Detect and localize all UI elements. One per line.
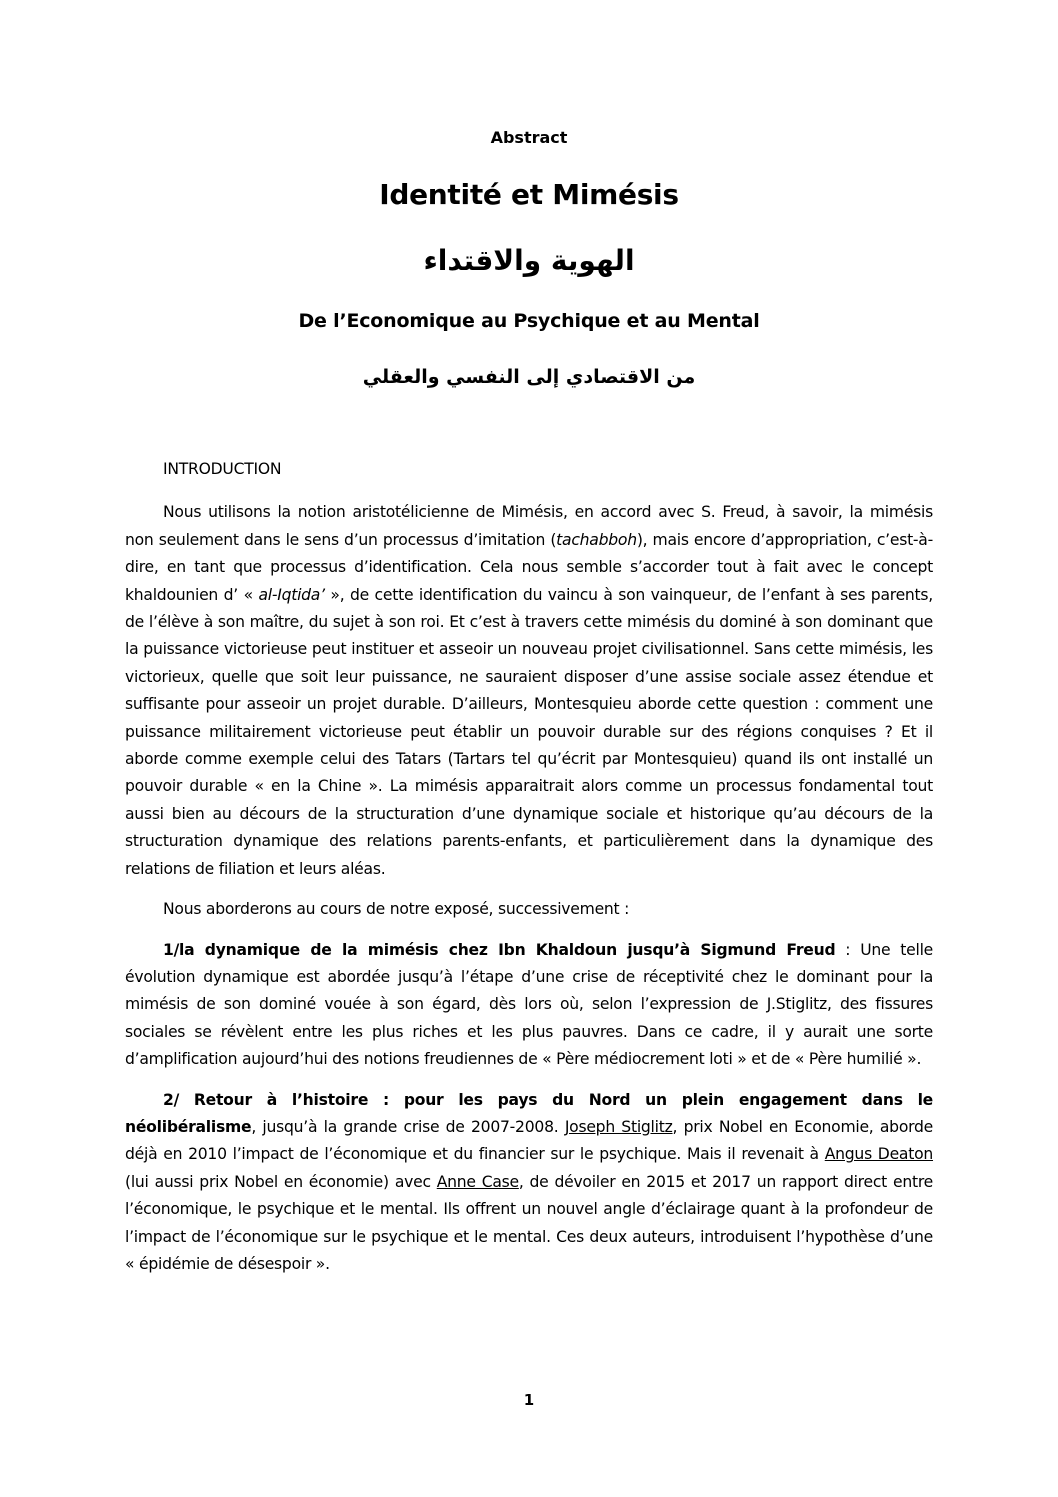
text-run: ), mais encore d’appropriation, c’est-à-dire, en tant que processus d’identification. Cela nous semble s’accorder tout à fait avec le concept khaldounien d’ « (125, 530, 933, 604)
page-title: Identité et Mimésis (379, 178, 679, 211)
text-run: Nous utilisons la notion aristotélicienne de Mimésis, en accord avec S. Freud, à savoir, la mimésis non seulement dans le sens d’un processus d’imitation ( (125, 503, 933, 549)
subtitle: De l’Economique au Psychique et au Mental (298, 310, 760, 332)
paragraph-point-1 (125, 937, 933, 1074)
text-run: », de cette identification du vaincu à son vainqueur, de l’enfant à ses parents, de l’élève à son maître, du sujet à son roi. Et c’est à travers cette mimésis du dominé à son dominant que la puissance victorieuse peut instituer et asseoir un nouveau projet civilisationnel. Sans cette mimésis, les victorieux, quelle que soit leur puissance, ne sauraient disposer d’une assise sociale assez étendue et suffisante pour asseoir un projet durable. D’ailleurs, Montesquieu aborde cette question : comment une puissance militairement victorieuse peut établir un pouvoir durable sur des régions conquises ? Et il aborde comme exemple celui des Tatars (Tartars tel qu’écrit par Montesquieu) quand ils ont installé un pouvoir durable « en la Chine ». La mimésis apparaitrait alors comme un processus fondamental tout aussi bien au décours de la structuration d’une dynamique sociale et historique qu’au décours de la structuration dynamique des relations parents-enfants, et particulièrement dans la dynamique des relations de filiation et leurs aléas. (125, 585, 933, 878)
italic-term: al-Iqtida’ (258, 585, 325, 604)
point-heading: 1/la dynamique de la mimésis chez Ibn Khaldoun jusqu’à Sigmund Freud (163, 940, 836, 959)
page-title-arabic: الهوية والاقتداء (423, 244, 635, 277)
page-number: 1 (523, 1391, 535, 1409)
paragraph-introduction (125, 499, 933, 883)
link-angus-deaton[interactable]: Angus Deaton (824, 1145, 934, 1164)
link-anne-case[interactable]: Anne Case (436, 1172, 519, 1191)
point-heading: 2/ Retour à l’histoire : pour les pays du Nord un plein engagement dans le néolibéralisme (125, 1090, 933, 1136)
subtitle-arabic: من الاقتصادي إلى النفسي والعقلي (362, 366, 696, 388)
section-heading: INTRODUCTION (163, 460, 282, 478)
text-run: (lui aussi prix Nobel en économie) avec (125, 1172, 437, 1191)
link-joseph-stiglitz[interactable]: Joseph Stiglitz (564, 1117, 673, 1136)
text-run: , jusqu’à la grande crise de 2007-2008. (251, 1117, 565, 1136)
abstract-label: Abstract (490, 128, 568, 147)
paragraph-point-2 (125, 1087, 933, 1279)
italic-term: tachabboh (556, 530, 637, 549)
paragraph-outline: Nous aborderons au cours de notre exposé, successivement : (163, 900, 630, 919)
text-run: : Une telle évolution dynamique est abordée jusqu’à l’étape d’une crise de réceptivité chez le dominant pour la mimésis de son dominé vouée à son égard, dès lors où, selon l’expression de J.Stiglitz, des fissures sociales se révèlent entre les plus riches et les plus pauvres. Dans ce cadre, il y aurait une sorte d’amplification aujourd’hui des notions freudiennes de « Père médiocrement loti » et de « Père humilié ». (125, 940, 933, 1069)
document-body (125, 456, 933, 1291)
text-run: , de dévoiler en 2015 et 2017 un rapport direct entre l’économique, le psychique et le mental. Ils offrent un nouvel angle d’éclairage quant à la profondeur de l’impact de l’économique sur le psychique et le mental. Ces deux auteurs, introduisent l’hypothèse d’une « épidémie de désespoir ». (125, 1172, 933, 1273)
text-run: , prix Nobel en Economie, aborde déjà en 2010 l’impact de l’économique et du financier sur le psychique. Mais il revenait à (125, 1117, 933, 1164)
